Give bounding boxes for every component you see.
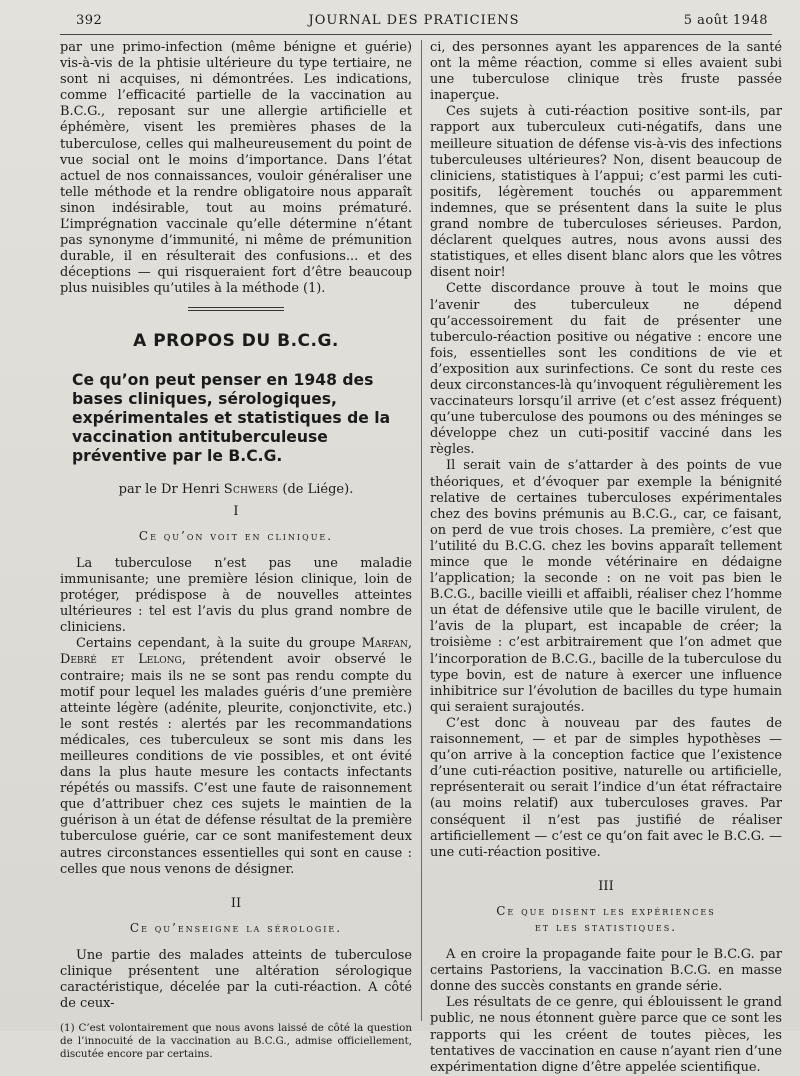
journal-title: JOURNAL DES PRATICIENS — [308, 13, 520, 28]
part-3-heading-line-2: et les statistiques. — [534, 919, 678, 934]
author-name: Schwers — [223, 481, 279, 497]
column-divider — [421, 40, 422, 1021]
byline — [60, 482, 412, 498]
issue-date: 5 août 1948 — [683, 13, 768, 28]
right-paragraph-2: Ces sujets à cuti-réaction positive sont-ils, par rapport aux tuberculeux cuti-négatifs, dans une meilleure situation de défense vis-à-vis des infections tuberculeuses ultérieures? Non, disent beaucoup de cliniciens, statistiques à l’appui; c’est parmi les cuti-positifs, légèrement touchés ou apparemment indemnes, que se présentent dans la suite le plus grand nombre de tuberculoses sérieuses. Pardon, déclarent quelques autres, nous avons aussi des statistiques, et elles disent blanc alors que les vôtres disent noir! — [430, 104, 782, 281]
right-paragraph-4: Il serait vain de s’attarder à des points de vue théoriques, et d’évoquer par exemple la bénignité relative de certaines tuberculoses expérimentales chez des bovins prémunis au B.C.G., car, ce faisant, on perd de vue trois choses. La première, c’est que l’utilité du B.C.G. chez les bovins apparaît tellement mince que le monde vétérinaire en dédaigne l’application; la seconde : on ne voit pas bien le B.C.G., bacille vieilli et affaibli, réaliser chez l’homme un état de défensive utile que le bacille virulent, de l’avis de la plupart, est incapable de créer; la troisième : c’est arbitrairement que l’on admet que l’incorporation de B.C.G., bacille de la tuberculose du type bovin, est de nature à exercer une influence inhibitrice sur l’évolution de bacilles du type humain qui seraient surajoutés. — [430, 458, 782, 715]
article-title: Ce qu’on peut penser en 1948 des bases cliniques, sérologiques, expérimentales et statistiques de la vaccination antituberculeuse préventive par le B.C.G. — [72, 370, 391, 465]
byline-prefix: par le Dr Henri — [118, 481, 220, 497]
part-2-numeral: II — [230, 895, 242, 911]
part-2-heading: Ce qu’enseigne la sérologie. — [129, 920, 343, 935]
section-heading: A PROPOS DU B.C.G. — [133, 330, 339, 351]
part-1-p2-start: Certains cependant, à la suite du groupe — [76, 636, 356, 652]
footnote-text: (1) C’est volontairement que nous avons laissé de côté la question de l’innocuité de la vaccination au B.C.G., admise officiellement, discutée encore par certains. — [60, 1022, 412, 1060]
right-paragraph-7: Les résultats de ce genre, qui éblouissent le grand public, ne nous étonnent guère parce que ce sont les rapports qui les créent de toutes pièces, les tentatives de vaccination en cause n’ayant rien d’une expérimentation digne d’être appelée scientifique. — [430, 995, 782, 1075]
right-column — [430, 40, 782, 1076]
intro-paragraph: par une primo-infection (même bénigne et guérie) vis-à-vis de la phtisie ultérieure du type tertiaire, ne sont ni acquises, ni démontrées. Les indications, comme l’efficacité partielle de la vaccination au B.C.G., reposant sur une allergie artificielle et éphémère, visent les premières phases de la tuberculose, celles qui malheureusement du point de vue social ont le moins d’importance. Dans l’état actuel de nos connaissances, vouloir généraliser une telle méthode et la rendre obligatoire nous apparaît sinon indésirable, tout au moins prématuré. L’imprégnation vaccinale qu’elle détermine n’étant pas synonyme d’immunité, ni même de prémunition durable, il en résulterait des confusions... et des déceptions — qui risqueraient fort d’être beaucoup plus nuisibles qu’utiles à la méthode (1). — [60, 40, 412, 297]
part-1-p2-end: , prétendent avoir observé le contraire; mais ils ne se sont pas rendu compte du motif pour lequel les malades guéris d’une première atteinte légère (adénite, pleurite, conjonctivite, etc.) le sont restés : alertés par les recommandations médicales, ces tuberculeux se sont mis dans les meilleures conditions de vie possibles, et ont évité dans la plus haute mesure les contacts infectants répétés ou massifs. C’est une faute de raisonnement que d’attribuer chez ces sujets le maintien de la guérison à un état de défense résultat de la première tuberculose guérie, car ce sont manifestement deux autres circonstances essentielles qui sont en cause : celles que nous venons de désigner. — [60, 652, 412, 877]
header-rule — [60, 34, 772, 35]
left-column — [60, 40, 412, 1060]
part-1-heading: Ce qu’on voit en clinique. — [138, 528, 334, 543]
part-1-paragraph-1: La tuberculose n’est pas une maladie immunisante; une première lésion clinique, loin de protéger, prédispose à de nouvelles atteintes ultérieures : tel est l’avis du plus grand nombre de cliniciens. — [60, 555, 412, 636]
page-number: 392 — [76, 13, 103, 28]
right-paragraph-6: A en croire la propagande faite pour le B.C.G. par certains Pastoriens, la vaccination B.C.G. en masse donne des succès constants en grande série. — [430, 947, 782, 995]
part-2-paragraph-1: Une partie des malades atteints de tuberculose clinique présentent une altération sérologique caractéristique, décelée par la cuti-réaction. A côté de ceux- — [60, 947, 412, 1012]
footnote — [60, 1022, 412, 1060]
part-3-heading-line-1: Ce que disent les expériences — [496, 903, 716, 918]
byline-suffix: (de Liége). — [282, 481, 354, 497]
right-paragraph-3: Cette discordance prouve à tout le moins que l’avenir des tuberculeux ne dépend qu’accessoirement du fait de présenter une tuberculo-réaction positive ou négative : encore une fois, essentielles sont les conditions de vie et d’exposition aux surinfections. Ce sont du reste ces deux circonstances-là qu’invoquent régulièrement les vaccinateurs lorsqu’il arrive (et c’est assez fréquent) qu’une tuberculose des poumons ou des méninges se développe chez un cuti-positif vacciné dans les règles. — [430, 281, 782, 458]
right-paragraph-1: ci, des personnes ayant les apparences de la santé ont la même réaction, comme si elles avaient subi une tuberculose clinique très fruste passée inaperçue. — [430, 40, 782, 104]
part-1-paragraph-2 — [60, 636, 412, 877]
running-head — [60, 10, 768, 32]
author-names-inline: Marfan, Debré et Lelong — [60, 636, 412, 668]
part-3-heading — [430, 903, 782, 935]
part-1-numeral: I — [233, 503, 239, 519]
separator-rule — [188, 307, 284, 311]
part-3-numeral: III — [598, 878, 614, 894]
right-paragraph-5: C’est donc à nouveau par des fautes de raisonnement, — et par de simples hypothèses — qu’on arrive à la conception factice que l’existence d’une cuti-réaction positive, naturelle ou artificielle, représenterait ou serait l’indice d’un état réfractaire (au moins relatif) aux tuberculoses graves. Par conséquent il n’est pas justifié de réaliser artificiellement — c’est ce qu’on fait avec le B.C.G. — une cuti-réaction positive. — [430, 715, 782, 860]
